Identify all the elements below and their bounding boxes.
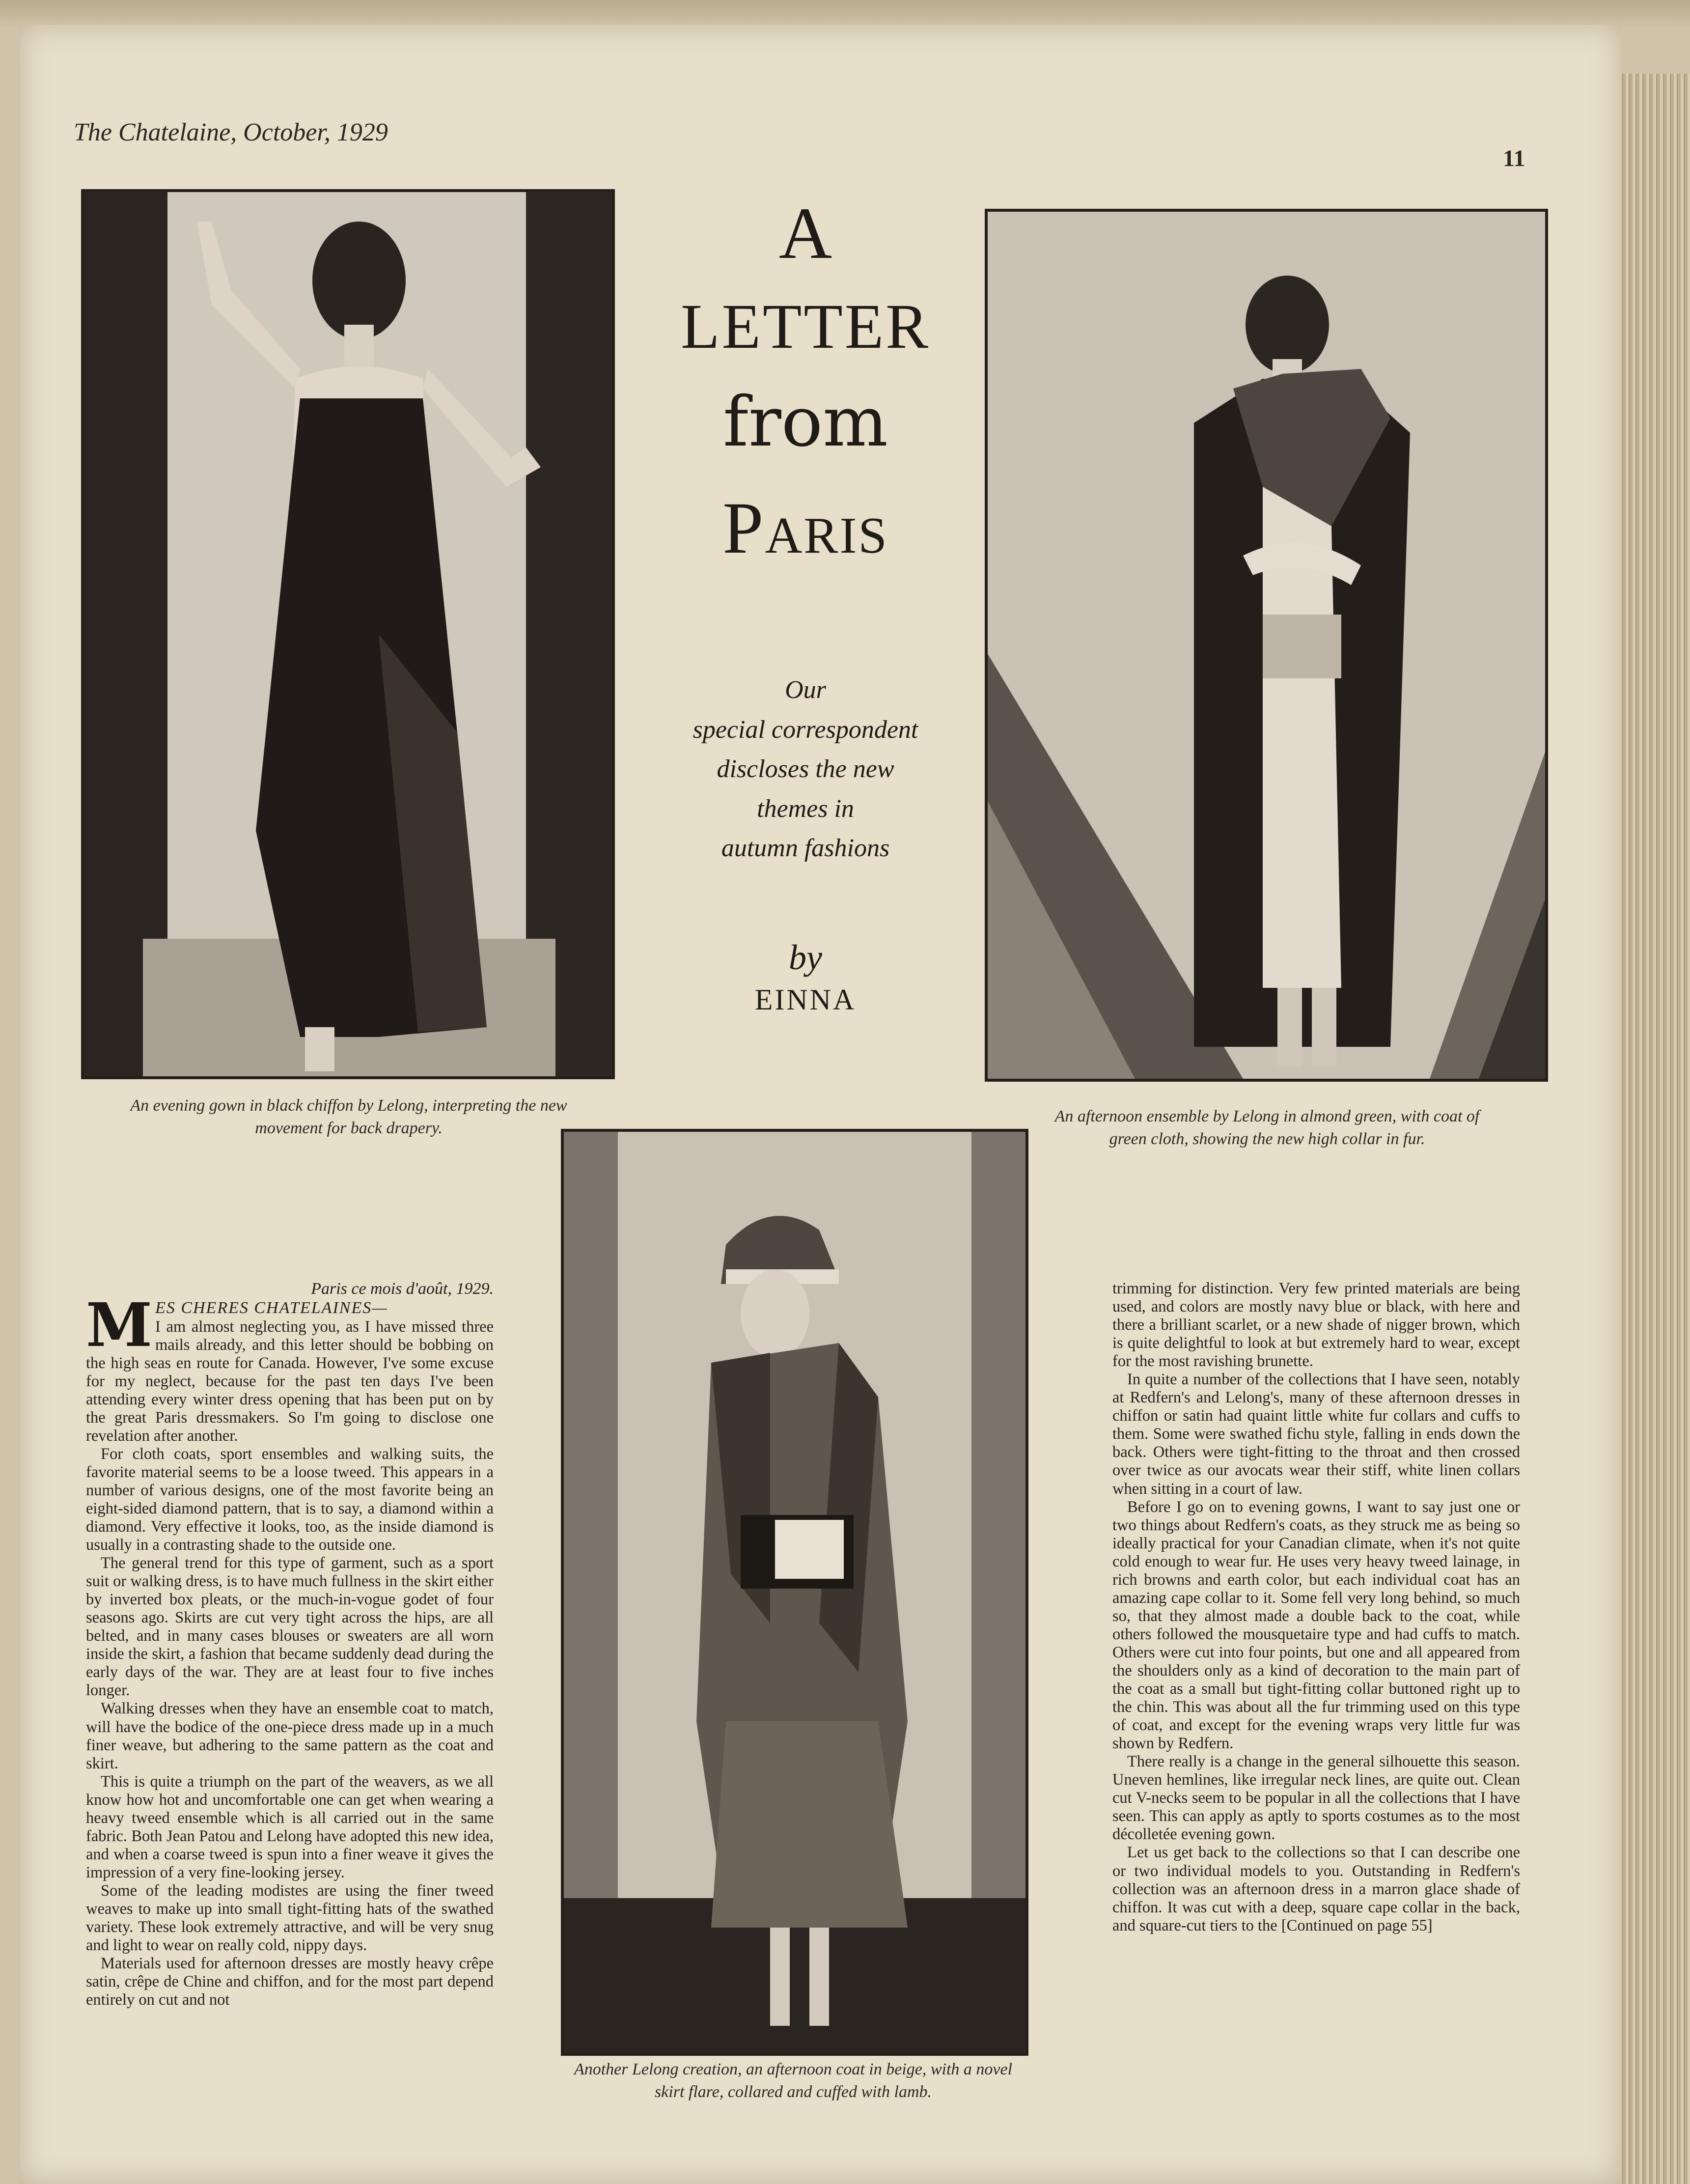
paragraph: Before I go on to evening gowns, I want to say just one or two things about Redfern's coats, as they struck me as being so ideally practical for your Canadian climate, when it's not quite cold enough to wear fur. He uses very heavy tweed lainage, in rich browns and earth color, but each individual coat has an amazing cape collar to it. Some fell very long behind, so much so, that they almost made a double back to the coat, while others followed the mousquetaire type and had cuffs to match. Others were cut into four points, but one and all appeared from the shoulders only as a kind of decoration to the main part of the coat as a small but tight-fitting collar buttoned right up to the chin. This was about all the fur trimming used on this type of coat, and except for the evening wraps very little fur was shown by Redfern. [1112, 1498, 1520, 1753]
drop-cap: M [86, 1289, 153, 1360]
subtitle-line: special correspondent [693, 715, 918, 744]
caption-evening-gown: An evening gown in black chiffon by Lelong, interpreting the new movement for back drapery. [130, 1096, 567, 1137]
paragraph: In quite a number of the collections that I have seen, notably at Redfern's and Lelong's, many of these afternoon dresses in chiffon or satin had quaint little white fur collars and cuffs to them. Some were swathed fichu style, falling in ends down the back. Others were tight-fitting to the throat and then crossed over twice as our avocats wear their stiff, white linen collars when sitting in a court of law. [1112, 1371, 1520, 1498]
subtitle-line: discloses the new [717, 755, 894, 784]
subtitle-line: Our [785, 676, 826, 704]
salutation: ES CHERES CHATELAINES— [155, 1298, 388, 1317]
paragraph: The general trend for this type of garment, such as a sport suit or walking dress, is to have much fullness in the skirt either by inverted box pleats, or the much-in-vogue godet of four seasons ago. Skirts are cut very tight across the hips, are all belted, and in many cases blouses or sweaters are all worn inside the skirt, a fashion that became suddenly dead during the early days of the war. They are at least four to five inches longer. [86, 1554, 494, 1700]
paragraph: For cloth coats, sport ensembles and walking suits, the favorite material seems to be a loose tweed. This appears in a number of various designs, one of the most favorite being an eight-sided diamond pattern, that is to say, a diamond within a diamond. Very effective it looks, too, as the inside diamond is usually in a contrasting shade to the outside one. [86, 1445, 494, 1554]
title-a: A [778, 193, 832, 274]
photo-afternoon-coat [561, 1129, 1028, 2056]
title-from: from [723, 382, 888, 462]
running-head: The Chatelaine, October, 1929 [74, 118, 388, 146]
book-page-edges [1616, 74, 1690, 2184]
afternoon-coat-illustration [564, 1132, 1025, 2053]
paragraph: There really is a change in the general silhouette this season. Uneven hemlines, like irregular neck lines, are quite out. Clean cut V-necks seem to be popular in all the collections that I have seen. This can apply as aptly to sports costumes as to the most décolletée evening gown. [1112, 1753, 1520, 1844]
subtitle-line: themes in [757, 794, 854, 823]
byline-author: EINNA [754, 983, 857, 1016]
paragraph: Some of the leading modistes are using the finer tweed weaves to make up into small tight-fitting hats of the swathed variety. These look extremely attractive, and will be very snug and light to wear on really cold, nippy days. [86, 1881, 494, 1955]
caption-afternoon-coat: Another Lelong creation, an afternoon coat in beige, with a novel skirt flare, collared and cuffed with lamb. [574, 2060, 1013, 2101]
paragraph: trimming for distinction. Very few printed materials are being used, and colors are mostly navy blue or black, with here and there a brilliant scarlet, or a new shade of nigger brown, which is quite delightful to look at but extremely hard to wear, except for the most ravishing brunette. [1112, 1280, 1520, 1371]
paragraph: Let us get back to the collections so that I can describe one or two individual models to you. Outstanding in Redfern's collection was an afternoon dress in a marron glace shade of chiffon. It was cut with a deep, square cape collar in the back, and square-cut tiers to the [Continued on page 55] [1112, 1844, 1520, 1934]
title-letter: LETTER [681, 291, 930, 362]
byline-by: by [789, 937, 822, 977]
caption-afternoon-ensemble: An afternoon ensemble by Lelong in almond green, with coat of green cloth, showing the new high collar in fur. [1054, 1107, 1480, 1148]
paragraph: This is quite a triumph on the part of the weavers, as we all know how hot and uncomfortable one can get when wearing a heavy tweed ensemble which is all carried out in the same fabric. Both Jean Patou and Lelong have adopted this new idea, and when a coarse tweed is spun into a finer weave it gives the impression of a very fine-looking jersey. [86, 1772, 494, 1881]
dateline: Paris ce mois d'août, 1929. [311, 1280, 494, 1298]
afternoon-ensemble-illustration [988, 212, 1545, 1079]
paragraph: I am almost neglecting you, as I have missed three mails already, and this letter should be bobbing on the high seas en route for Canada. However, I've some excuse for my neglect, because for the past ten days I've been attending every winter dress opening that has been put on by the great Paris dressmakers. So I'm going to disclose one revelation after another. [86, 1317, 494, 1445]
article-column-right [1112, 1280, 1520, 1935]
photo-afternoon-ensemble [985, 209, 1548, 1082]
paragraph: Walking dresses when they have an ensemble coat to match, will have the bodice of the one-piece dress made up in a much finer weave, but adhering to the same pattern as the coat and skirt. [86, 1700, 494, 1772]
page-number: 11 [1503, 145, 1525, 171]
subtitle-line: autumn fashions [721, 834, 890, 863]
photo-evening-gown [81, 189, 615, 1079]
title-paris: Paris [722, 487, 888, 569]
article-subtitle [624, 671, 987, 868]
evening-gown-illustration [84, 192, 612, 1076]
article-column-left [86, 1280, 494, 2009]
article-title-block [624, 187, 987, 1017]
paragraph: Materials used for afternoon dresses are mostly heavy crêpe satin, crêpe de Chine and chiffon, and for the most part depend entirely on cut and not [86, 1955, 494, 2009]
